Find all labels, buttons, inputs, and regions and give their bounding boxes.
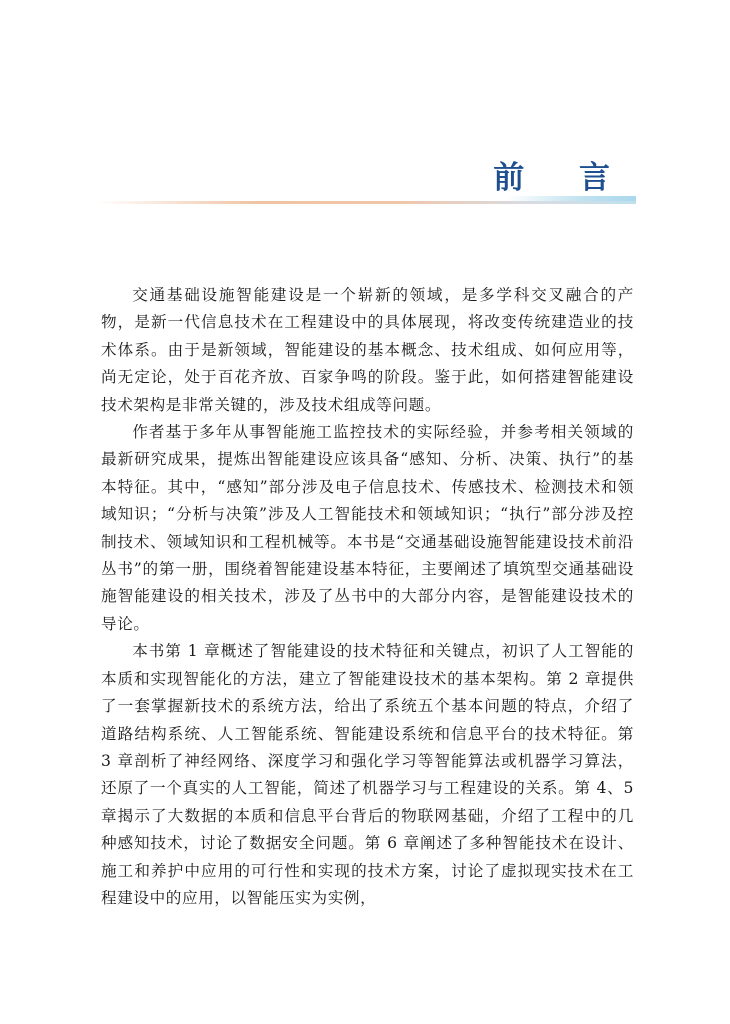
paragraph-3: 本书第 1 章概述了智能建设的技术特征和关键点，初识了人工智能的本质和实现智能化的方法，建立了智能建设技术的基本架构。第 2 章提供了一套掌握新技术的系统方法，给出了系统五个基本问题的特点，介绍了道路结构系统、人工智能系统、智能建设系统和信息平台的技术特征。第 3 章剖析了神经网络、深度学习和强化学习等智能算法或机器学习算法，还原了一个真实的人工智能，简述了机器学习与工程建设的关系。第 4、5 章揭示了大数据的本质和信息平台背后的物联网基础，介绍了工程中的几种感知技术，讨论了数据安全问题。第 6 章阐述了多种智能技术在设计、施工和养护中应用的可行性和实现的技术方案，讨论了虚拟现实技术在工程建设中的应用，以智能压实为实例， (101, 642, 634, 907)
paragraph-2: 作者基于多年从事智能施工监控技术的实际经验，并参考相关领域的最新研究成果，提炼出智能建设应该具备“感知、分析、决策、执行”的基本特征。其中，“感知”部分涉及电子信息技术、传感技术、检测技术和领域知识；“分析与决策”涉及人工智能技术和领域知识；“执行”部分涉及控制技术、领域知识和工程机械等。本书是“交通基础设施智能建设技术前沿丛书”的第一册，围绕着智能建设基本特征，主要阐述了填筑型交通基础设施智能建设的相关技术，涉及了丛书中的大部分内容，是智能建设技术的导论。 (101, 423, 634, 633)
preface-heading: 前 言 (493, 160, 632, 196)
preface-body (101, 282, 634, 912)
paragraph-1: 交通基础设施智能建设是一个崭新的领域，是多学科交叉融合的产物，是新一代信息技术在工程建设中的具体展现，将改变传统建造业的技术体系。由于是新领域，智能建设的基本概念、技术组成、如何应用等，尚无定论，处于百花齐放、百家争鸣的阶段。鉴于此，如何搭建智能建设技术架构是非常关键的，涉及技术组成等问题。 (101, 286, 634, 414)
header-rule (96, 201, 636, 204)
page-header (96, 150, 636, 210)
